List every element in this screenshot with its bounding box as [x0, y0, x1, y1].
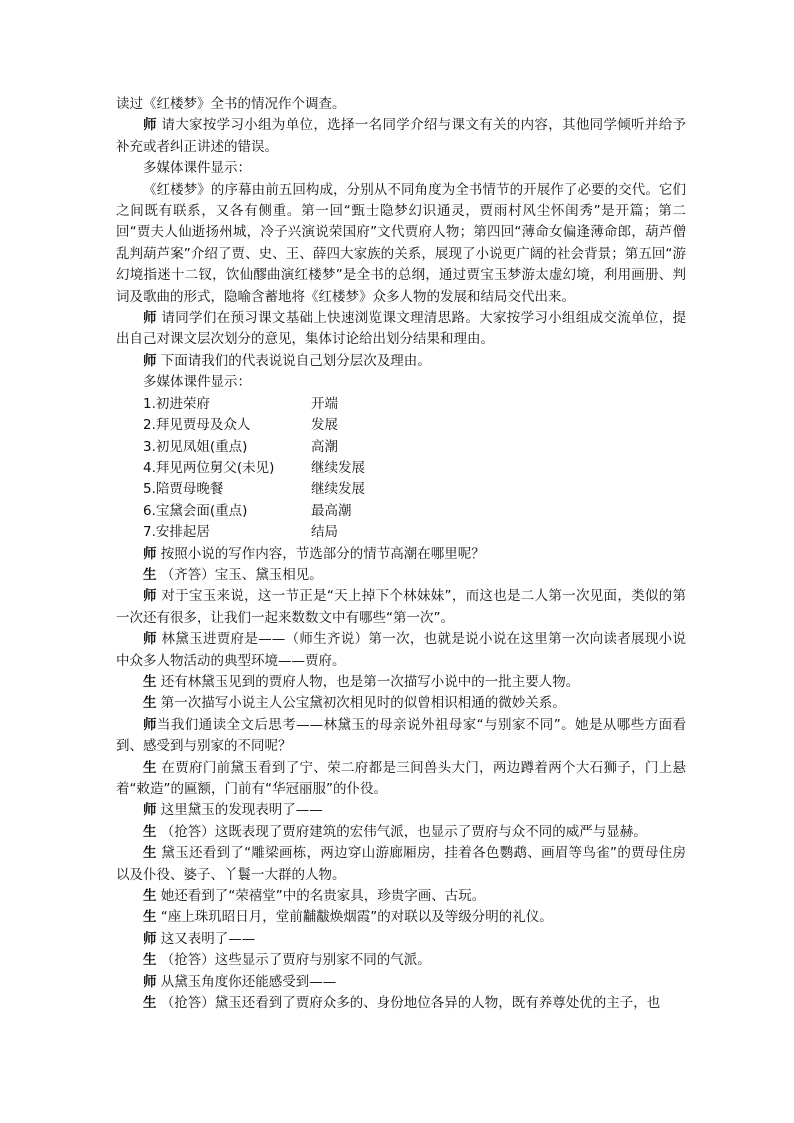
- paragraph-text: 在贾府门前黛玉看到了宁、荣二府都是三间兽头大门，两边蹲着两个大石狮子，门上悬着“敕造”的匾额，门前有“华冠丽服”的仆役。: [116, 759, 687, 797]
- plot-stage: 最高潮: [311, 502, 352, 519]
- paragraph: [116, 372, 686, 393]
- section-title: 5.陪贾母晚餐: [143, 481, 224, 498]
- paragraph: [116, 950, 686, 971]
- speaker-label: 师: [143, 545, 157, 562]
- paragraph-text: 当我们通读全文后思考——林黛玉的母亲说外祖母家“与别家不同”。她是从哪些方面看到、感受到与别家的不同呢？: [116, 716, 686, 755]
- paragraph-text: 她还看到了“荣禧堂”中的名贵家具，珍贵字画、古玩。: [156, 888, 486, 905]
- plot-stage: 高潮: [311, 438, 338, 455]
- paragraph-text: （抢答）这既表现了贾府建筑的宏伟气派，也显示了贾府与众不同的威严与显赫。: [156, 823, 647, 840]
- speaker-label: 生: [143, 909, 157, 926]
- section-title: 4.拜见两位舅父(未见): [143, 459, 275, 476]
- plot-stage: 继续发展: [311, 459, 365, 476]
- paragraph: [116, 672, 686, 693]
- speaker-label: 生: [143, 952, 157, 969]
- paragraph: [116, 800, 686, 821]
- paragraph-text: 第一次描写小说主人公宝黛初次相见时的似曾相识相通的微妙关系。: [156, 695, 566, 712]
- speaker-label: 师: [143, 930, 157, 947]
- paragraph: [116, 180, 686, 308]
- list-item: [116, 458, 686, 479]
- paragraph-text: 这里黛玉的发现表明了——: [156, 802, 323, 819]
- paragraph: [116, 629, 686, 672]
- speaker-label: 生: [143, 823, 157, 840]
- paragraph-text: 这又表明了——: [156, 930, 256, 947]
- speaker-label: 师: [143, 310, 157, 327]
- speaker-label: 师: [143, 631, 157, 648]
- paragraph-text: 对于宝玉来说，这一节正是“天上掉下个林妹妹”，而这也是二人第一次见面，类似的第一次还有很多，让我们一起来数数文中有哪些“第一次”。: [116, 588, 687, 626]
- plot-stage: 继续发展: [311, 481, 365, 498]
- paragraph-text: 读过《红楼梦》全书的情况作个调查。: [116, 96, 346, 112]
- paragraph-text: 还有林黛玉见到的贾府人物，也是第一次描写小说中的一批主要人物。: [156, 673, 580, 690]
- paragraph-text: 从黛玉角度你还能感受到——: [156, 973, 337, 990]
- speaker-label: 生: [143, 845, 157, 862]
- paragraph: [116, 972, 686, 993]
- paragraph-text: 黛玉还看到了“雕梁画栋，两边穿山游廊厢房，挂着各色鹦鹉、画眉等鸟雀”的贾母住房以及仆役、婆子、丫鬟一大群的人物。: [116, 845, 687, 883]
- section-title: 3.初见凤姐(重点): [143, 438, 248, 455]
- paragraph-text: 林黛玉进贾府是——（师生齐说）第一次，也就是说小说在这里第一次向读者展现小说中众多人物活动的典型环境——贾府。: [116, 631, 687, 669]
- plot-stage: 发展: [311, 417, 338, 434]
- paragraph-text: 请大家按学习小组为单位，选择一名同学介绍与课文有关的内容，其他同学倾听并给予补充或者纠正讲述的错误。: [116, 117, 687, 155]
- paragraph: [116, 822, 686, 843]
- paragraph-text: （抢答）这些显示了贾府与别家不同的气派。: [156, 952, 431, 969]
- speaker-label: 生: [143, 759, 157, 776]
- paragraph: [116, 94, 686, 115]
- list-item: [116, 501, 686, 522]
- paragraph: [116, 544, 686, 565]
- paragraph: [116, 586, 686, 629]
- speaker-label: 师: [143, 588, 157, 605]
- paragraph: [116, 843, 686, 886]
- paragraph: [116, 993, 686, 1014]
- speaker-label: 师: [143, 973, 157, 990]
- paragraph-text: 多媒体课件显示：: [143, 374, 251, 391]
- section-title: 7.安排起居: [143, 524, 210, 541]
- plot-stage: 结局: [311, 524, 338, 541]
- section-title: 2.拜见贾母及众人: [143, 417, 251, 434]
- paragraph-text: 《红楼梦》的序幕由前五回构成，分别从不同角度为全书情节的开展作了必要的交代。它们之间既有联系，又各有侧重。第一回“甄士隐梦幻识通灵，贾雨村风尘怀闺秀”是开篇；第二回“贾夫人仙逝扬州城，冷子兴演说荣国府”文代贾府人物；第四回“薄命女偏逢薄命郎，葫芦僧乱判葫芦案”介绍了贾、史、王、薛四大家族的关系，展现了小说更广阔的社会背景；第五回“游幻境指迷十二钗，饮仙醪曲演红楼梦”是全书的总纲，通过贾宝玉梦游太虚幻境，利用画册、判词及歌曲的形式，隐喻含蓄地将《红楼梦》众多人物的发展和结局交代出来。: [116, 181, 686, 305]
- paragraph: [116, 758, 686, 801]
- section-title: 6.宝黛会面(重点): [143, 502, 248, 519]
- paragraph-text: 按照小说的写作内容，节选部分的情节高潮在哪里呢？: [156, 545, 485, 562]
- list-item: [116, 522, 686, 543]
- paragraph-text: 请同学们在预习课文基础上快速浏览课文理清思路。大家按学习小组组成交流单位，提出自己对课文层次划分的意见，集体讨论给出划分结果和理由。: [116, 310, 687, 348]
- paragraph: [116, 115, 686, 158]
- list-item: [116, 415, 686, 436]
- paragraph: [116, 886, 686, 907]
- paragraph: [116, 351, 686, 372]
- paragraph: [116, 907, 686, 928]
- paragraph-text: 下面请我们的代表说说自己划分层次及理由。: [156, 352, 431, 369]
- speaker-label: 生: [143, 995, 157, 1012]
- paragraph: [116, 929, 686, 950]
- dialogue-paragraphs: [116, 544, 686, 1015]
- plot-stage: 开端: [311, 395, 338, 412]
- speaker-label: 师: [143, 802, 157, 819]
- paragraph: [116, 715, 686, 758]
- lesson-text: [116, 94, 686, 1014]
- list-item: [116, 479, 686, 500]
- speaker-label: 生: [143, 888, 157, 905]
- paragraph-text: 多媒体课件显示：: [143, 160, 251, 177]
- speaker-label: 生: [143, 673, 157, 690]
- speaker-label: 师: [143, 117, 157, 134]
- paragraph-text: （齐答）宝玉、黛玉相见。: [156, 566, 323, 583]
- paragraph: [116, 565, 686, 586]
- intro-paragraphs: [116, 94, 686, 394]
- paragraph-text: “座上珠玑昭日月，堂前黼黻焕烟霞”的对联以及等级分明的礼仪。: [156, 909, 553, 926]
- speaker-label: 师: [143, 716, 157, 733]
- list-item: [116, 394, 686, 415]
- section-title: 1.初进荣府: [143, 395, 210, 412]
- speaker-label: 生: [143, 695, 157, 712]
- speaker-label: 生: [143, 566, 157, 583]
- speaker-label: 师: [143, 352, 157, 369]
- structure-list: [116, 394, 686, 544]
- list-item: [116, 437, 686, 458]
- paragraph-text: （抢答）黛玉还看到了贾府众多的、身份地位各异的人物，既有养尊处优的主子，也: [156, 995, 661, 1012]
- paragraph: [116, 158, 686, 179]
- paragraph: [116, 308, 686, 351]
- paragraph: [116, 693, 686, 714]
